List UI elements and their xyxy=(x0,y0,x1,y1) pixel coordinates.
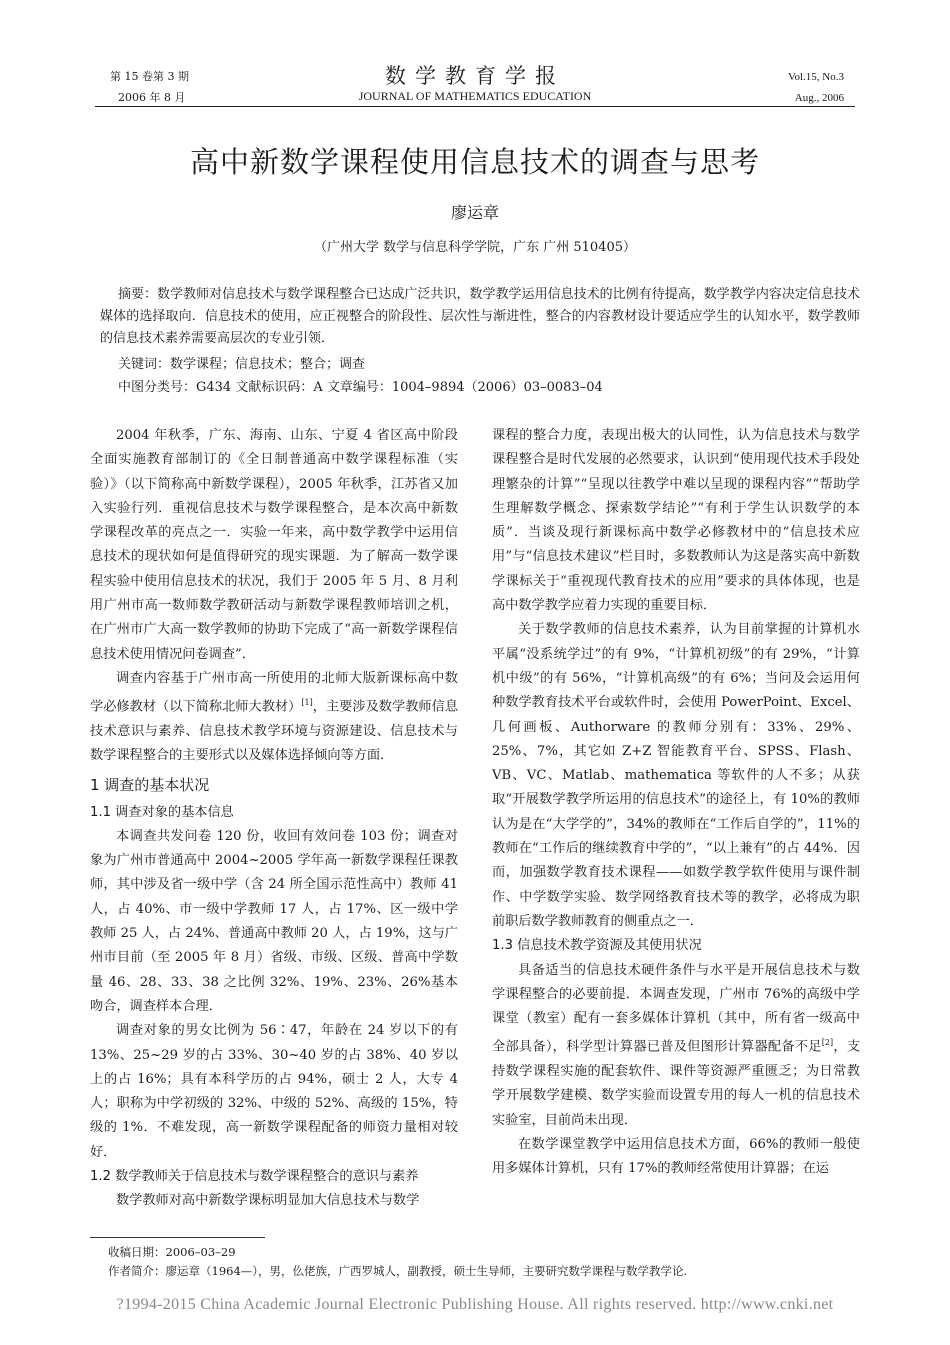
issue-date: 2006 年 8 月 xyxy=(118,91,186,104)
right-column xyxy=(492,424,860,1182)
issue-date-en: Aug., 2006 xyxy=(794,92,844,104)
journal-title-cn: 数学教育学报 xyxy=(385,64,565,88)
paragraph-text: 具备适当的信息技术硬件条件与水平是开展信息技术与数学课程整合的必要前提．本调查发现，广州市 76%的高级中学课堂（教室）配有一套多媒体计算机（其中，所有省一级高中全部具备），科学型计算器已普及但图形计算器配备不足 xyxy=(492,962,860,1055)
author-name: 廖运章 xyxy=(450,203,499,222)
subsection-heading: 1.3 信息技术教学资源及其使用状况 xyxy=(492,938,702,954)
journal-title-en: JOURNAL OF MATHEMATICS EDUCATION xyxy=(358,89,592,103)
paragraph: 调查对象的男女比例为 56∶47，年龄在 24 岁以下的有 13%、25~29 岁的占 33%、30~40 岁的占 38%、40 岁以上的占 16%；具有本科学历的占 94%，硕士 2 人，大专 4 人；职称为中学初级的 32%、中级的 52%、高级的 15%，特级的 1%．不难发现，高一新数学课程配备的师资力量相对较好． xyxy=(90,1023,458,1160)
citation-ref: [2] xyxy=(821,1038,834,1048)
volume-issue: 第 15 卷第 3 期 xyxy=(110,70,189,83)
author-bio: 作者简介：廖运章（1964—），男，仫佬族，广西罗城人，副教授，硕士生导师，主要研究数学课程与数学教学论. xyxy=(108,1264,688,1278)
paragraph xyxy=(90,667,458,769)
paragraph: 本调查共发问卷 120 份，收回有效问卷 103 份；调查对象为广州市普通高中 2004~2005 学年高一新数学课程任课教师，其中涉及省一级中学（含 24 所全国示范性高中）教师 41 人，占 40%、市一级中学教师 17 人，占 17%、区一级中学教师 25 人，占 24%、普通高中教师 20 人，占 19%，这与广州市目前（至 2005 年 8 月）省级、市级、区级、普高中学数量 46、28、33、38 之比例 32%、19%、23%、26%基本吻合，调查样本合理． xyxy=(90,828,458,1014)
paragraph xyxy=(492,959,860,1133)
citation-ref: [1] xyxy=(301,698,313,708)
keywords: 关键词：数学课程；信息技术；整合；调查 xyxy=(118,357,366,372)
header-rule xyxy=(95,106,855,107)
left-column xyxy=(90,424,458,1214)
paragraph: 关于数学教师的信息技术素养，认为目前掌握的计算机水平属“没系统学过”的有 9%，“计算机初级”的有 29%，“计算机中级”的有 56%，“计算机高级”的有 6%；当问及会运用何种数学教育技术平台或软件时，会使用 PowerPoint、Excel、几何画板、Authorware 的教师分别有：33%、29%、25%、7%，其它如 Z+Z 智能教育平台、SPSS、Flash、VB、VC、Matlab、mathematica 等软件的人不多；从获取“开展数学教学所运用的信息技术”的途径上，有 10%的教师认为是在“大学学的”，34%的教师在“工作后自学的”，11%的教师在“工作后的继续教育中学的”，“以上兼有”的占 44%．因而，加强数学教育技术课程——如数学教学软件使用与课件制作、中学数学实验、数学网络教育技术等的教学，必将成为职前职后数学教师教育的侧重点之一． xyxy=(492,622,860,929)
affiliation: （广州大学 数学与信息科学学院，广东 广州 510405） xyxy=(313,240,637,255)
paragraph-text: ，主要涉及数学教师信息技术意识与素养、信息技术教学环境与资源建设、信息技术与数学课程整合的主要形式以及媒体选择倾向等方面． xyxy=(90,699,459,764)
paragraph: 数学教师对高中新数学课标明显加大信息技术与数学 xyxy=(116,1193,420,1209)
paragraph: 在数学课堂教学中运用信息技术方面，66%的教师一般使用多媒体计算机，只有 17%的教师经常使用计算器；在运 xyxy=(492,1137,860,1177)
copyright-notice: ?1994-2015 China Academic Journal Electronic Publishing House. All rights reserved. http://www.cnki.net xyxy=(116,1296,834,1313)
paragraph: 课程的整合力度，表现出极大的认同性，认为信息技术与数学课程整合是时代发展的必然要求，认识到“使用现代技术手段处理繁杂的计算”“呈现以往教学中难以呈现的课程内容”“帮助学生理解数学概念、探索数学结论”“有利于学生认识数学的本质”．当谈及现行新课标高中数学必修教材中的“信息技术应用”与“信息技术建议”栏目时，多数教师认为这是落实高中新数学课标关于“重视现代教育技术的应用”要求的具体体现，也是高中数学教学应着力实现的重要目标． xyxy=(492,428,860,614)
paragraph-text: 调查内容基于广州市高一所使用的北师大版新课标高中数学必修教材（以下简称北师大教材） xyxy=(90,670,458,715)
section-heading: 1 调查的基本状况 xyxy=(90,775,210,794)
paragraph: 2004 年秋季，广东、海南、山东、宁夏 4 省区高中阶段全面实施教育部制订的《全日制普通高中数学课程标准（实验）》（以下简称高中新数学课程），2005 年秋季，江苏省又加入实验行列．重视信息技术与数学课程整合，是本次高中新数学课程改革的亮点之一．实验一年来，高中数学教学中运用信息技术的现状如何是值得研究的现实课题．为了解高一数学课程实验中使用信息技术的状况，我们于 2005 年 5 月、8 月利用广州市高一数师数学教研活动与新数学课程教师培训之机，在广州市广大高一数学教师的协助下完成了“高一新数学课程信息技术使用情况问卷调查”． xyxy=(90,428,458,662)
article-title: 高中新数学课程使用信息技术的调查与思考 xyxy=(189,145,760,179)
footnote-rule xyxy=(90,1237,265,1238)
paragraph-text: ，支持数学课程实施的配套软件、课件等资源严重匮乏；为日常教学开展数学建模、数学实验而设置专用的每人一机的信息技术实验室，目前尚未出现． xyxy=(492,1039,861,1128)
volume-number-en: Vol.15, No.3 xyxy=(787,71,844,83)
subsection-heading: 1.1 调查对象的基本信息 xyxy=(90,804,234,820)
received-date: 收稿日期：2006–03–29 xyxy=(108,1245,236,1259)
abstract: 摘要：数学教师对信息技术与数学课程整合已达成广泛共识，数学教学运用信息技术的比例有待提高，数学教学内容决定信息技术媒体的选择取向．信息技术的使用，应正视整合的阶段性、层次性与渐进性，整合的内容教材设计要适应学生的认知水平，数学教师的信息技术素养需要高层次的专业引领． xyxy=(100,287,860,346)
classification: 中图分类号：G434 文献标识码：A 文章编号：1004–9894（2006）03–0083–04 xyxy=(118,380,603,395)
subsection-heading: 1.2 数学教师关于信息技术与数学课程整合的意识与素养 xyxy=(90,1169,419,1184)
